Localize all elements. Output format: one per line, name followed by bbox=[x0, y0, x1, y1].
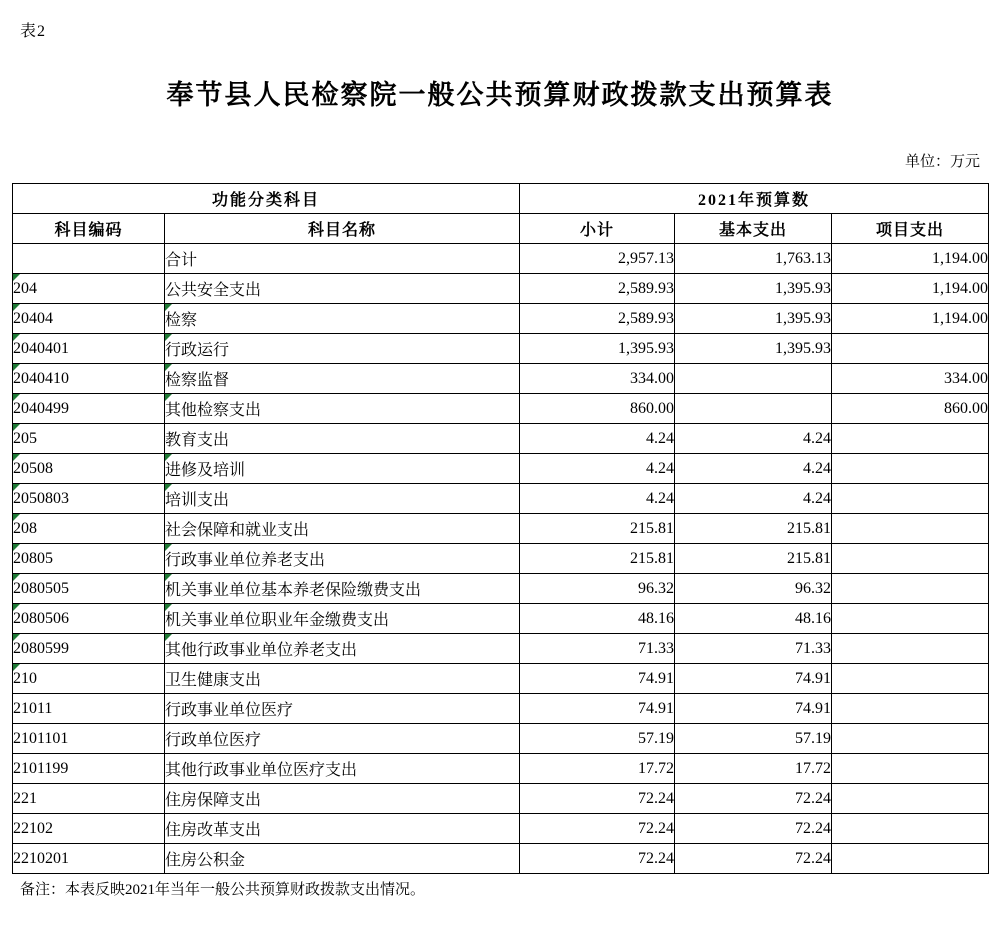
cell-name: 住房保障支出 bbox=[165, 784, 520, 814]
cell-subtotal: 4.24 bbox=[520, 484, 675, 514]
table-row bbox=[13, 664, 989, 694]
table-row bbox=[13, 784, 989, 814]
cell-project: 334.00 bbox=[832, 364, 989, 394]
cell-code: 22102 bbox=[13, 814, 165, 844]
cell-subtotal: 215.81 bbox=[520, 514, 675, 544]
cell-basic: 57.19 bbox=[675, 724, 832, 754]
cell-name: 检察 bbox=[165, 304, 520, 334]
table-row bbox=[13, 844, 989, 874]
cell-subtotal: 17.72 bbox=[520, 754, 675, 784]
cell-name: 社会保障和就业支出 bbox=[165, 514, 520, 544]
cell-code: 20508 bbox=[13, 454, 165, 484]
cell-subtotal: 2,589.93 bbox=[520, 304, 675, 334]
cell-basic: 4.24 bbox=[675, 424, 832, 454]
table-row bbox=[13, 634, 989, 664]
cell-name: 行政单位医疗 bbox=[165, 724, 520, 754]
cell-name: 机关事业单位基本养老保险缴费支出 bbox=[165, 574, 520, 604]
cell-name: 其他行政事业单位养老支出 bbox=[165, 634, 520, 664]
cell-basic: 72.24 bbox=[675, 844, 832, 874]
table-row bbox=[13, 454, 989, 484]
cell-name: 其他检察支出 bbox=[165, 394, 520, 424]
cell-project bbox=[832, 844, 989, 874]
table-row bbox=[13, 694, 989, 724]
cell-code: 205 bbox=[13, 424, 165, 454]
cell-subtotal: 2,589.93 bbox=[520, 274, 675, 304]
cell-name: 其他行政事业单位医疗支出 bbox=[165, 754, 520, 784]
cell-name: 行政事业单位养老支出 bbox=[165, 544, 520, 574]
table-row bbox=[13, 514, 989, 544]
cell-subtotal: 72.24 bbox=[520, 814, 675, 844]
cell-basic: 96.32 bbox=[675, 574, 832, 604]
table-row bbox=[13, 364, 989, 394]
table-row bbox=[13, 244, 989, 274]
cell-subtotal: 215.81 bbox=[520, 544, 675, 574]
cell-subtotal: 860.00 bbox=[520, 394, 675, 424]
table-row bbox=[13, 814, 989, 844]
cell-code: 2040401 bbox=[13, 334, 165, 364]
cell-name: 卫生健康支出 bbox=[165, 664, 520, 694]
cell-name: 合计 bbox=[165, 244, 520, 274]
table-row bbox=[13, 544, 989, 574]
header-col-name: 科目名称 bbox=[165, 214, 520, 244]
cell-code: 204 bbox=[13, 274, 165, 304]
cell-basic: 4.24 bbox=[675, 454, 832, 484]
cell-name: 培训支出 bbox=[165, 484, 520, 514]
cell-basic: 48.16 bbox=[675, 604, 832, 634]
table-row bbox=[13, 394, 989, 424]
cell-basic: 72.24 bbox=[675, 814, 832, 844]
cell-subtotal: 48.16 bbox=[520, 604, 675, 634]
cell-name: 公共安全支出 bbox=[165, 274, 520, 304]
cell-code: 2101101 bbox=[13, 724, 165, 754]
cell-basic: 74.91 bbox=[675, 664, 832, 694]
header-col-code: 科目编码 bbox=[13, 214, 165, 244]
header-col-project: 项目支出 bbox=[832, 214, 989, 244]
cell-name: 住房公积金 bbox=[165, 844, 520, 874]
cell-code: 2080599 bbox=[13, 634, 165, 664]
cell-subtotal: 72.24 bbox=[520, 784, 675, 814]
cell-project bbox=[832, 334, 989, 364]
cell-project: 1,194.00 bbox=[832, 244, 989, 274]
table-row bbox=[13, 334, 989, 364]
header-group-row bbox=[13, 184, 989, 214]
cell-code bbox=[13, 244, 165, 274]
cell-subtotal: 72.24 bbox=[520, 844, 675, 874]
table-row bbox=[13, 304, 989, 334]
cell-basic: 1,395.93 bbox=[675, 304, 832, 334]
cell-project bbox=[832, 454, 989, 484]
cell-code: 2040499 bbox=[13, 394, 165, 424]
cell-project bbox=[832, 814, 989, 844]
cell-basic bbox=[675, 394, 832, 424]
table-row bbox=[13, 754, 989, 784]
header-col-basic: 基本支出 bbox=[675, 214, 832, 244]
cell-code: 208 bbox=[13, 514, 165, 544]
cell-project bbox=[832, 724, 989, 754]
cell-basic: 215.81 bbox=[675, 544, 832, 574]
cell-name: 行政运行 bbox=[165, 334, 520, 364]
cell-basic: 4.24 bbox=[675, 484, 832, 514]
cell-subtotal: 74.91 bbox=[520, 664, 675, 694]
cell-project bbox=[832, 634, 989, 664]
header-group-functional: 功能分类科目 bbox=[13, 184, 520, 214]
cell-name: 行政事业单位医疗 bbox=[165, 694, 520, 724]
cell-code: 221 bbox=[13, 784, 165, 814]
cell-subtotal: 71.33 bbox=[520, 634, 675, 664]
table-row bbox=[13, 274, 989, 304]
table-header bbox=[13, 184, 989, 244]
cell-basic: 74.91 bbox=[675, 694, 832, 724]
cell-project bbox=[832, 604, 989, 634]
cell-name: 检察监督 bbox=[165, 364, 520, 394]
table-row bbox=[13, 424, 989, 454]
cell-subtotal: 1,395.93 bbox=[520, 334, 675, 364]
cell-basic: 71.33 bbox=[675, 634, 832, 664]
cell-project bbox=[832, 484, 989, 514]
cell-subtotal: 2,957.13 bbox=[520, 244, 675, 274]
cell-subtotal: 4.24 bbox=[520, 424, 675, 454]
cell-code: 20404 bbox=[13, 304, 165, 334]
table-row bbox=[13, 484, 989, 514]
table-row bbox=[13, 574, 989, 604]
cell-project bbox=[832, 694, 989, 724]
cell-basic: 17.72 bbox=[675, 754, 832, 784]
table-label: 表2 bbox=[20, 23, 47, 40]
cell-name: 进修及培训 bbox=[165, 454, 520, 484]
table-body bbox=[13, 244, 989, 874]
cell-name: 机关事业单位职业年金缴费支出 bbox=[165, 604, 520, 634]
cell-basic: 215.81 bbox=[675, 514, 832, 544]
cell-subtotal: 74.91 bbox=[520, 694, 675, 724]
cell-name: 住房改革支出 bbox=[165, 814, 520, 844]
cell-code: 2210201 bbox=[13, 844, 165, 874]
cell-project bbox=[832, 424, 989, 454]
header-group-budget-year: 2021年预算数 bbox=[520, 184, 989, 214]
cell-code: 20805 bbox=[13, 544, 165, 574]
cell-basic: 1,395.93 bbox=[675, 274, 832, 304]
cell-code: 2080506 bbox=[13, 604, 165, 634]
cell-basic: 1,763.13 bbox=[675, 244, 832, 274]
cell-project bbox=[832, 574, 989, 604]
budget-table bbox=[12, 183, 989, 874]
page-title: 奉节县人民检察院一般公共预算财政拨款支出预算表 bbox=[166, 80, 834, 110]
cell-project bbox=[832, 754, 989, 784]
cell-subtotal: 96.32 bbox=[520, 574, 675, 604]
cell-project: 1,194.00 bbox=[832, 274, 989, 304]
cell-subtotal: 334.00 bbox=[520, 364, 675, 394]
table-row bbox=[13, 604, 989, 634]
cell-name: 教育支出 bbox=[165, 424, 520, 454]
cell-basic: 1,395.93 bbox=[675, 334, 832, 364]
cell-code: 210 bbox=[13, 664, 165, 694]
cell-code: 2040410 bbox=[13, 364, 165, 394]
footnote: 备注：本表反映2021年当年一般公共预算财政拨款支出情况。 bbox=[20, 882, 426, 898]
cell-code: 2080505 bbox=[13, 574, 165, 604]
cell-project bbox=[832, 664, 989, 694]
cell-code: 21011 bbox=[13, 694, 165, 724]
header-sub-row bbox=[13, 214, 989, 244]
cell-code: 2101199 bbox=[13, 754, 165, 784]
unit-note: 单位：万元 bbox=[904, 154, 980, 170]
cell-project bbox=[832, 514, 989, 544]
table-row bbox=[13, 724, 989, 754]
cell-project: 1,194.00 bbox=[832, 304, 989, 334]
cell-subtotal: 4.24 bbox=[520, 454, 675, 484]
cell-project: 860.00 bbox=[832, 394, 989, 424]
cell-basic: 72.24 bbox=[675, 784, 832, 814]
cell-subtotal: 57.19 bbox=[520, 724, 675, 754]
cell-project bbox=[832, 784, 989, 814]
header-col-subtotal: 小计 bbox=[520, 214, 675, 244]
cell-project bbox=[832, 544, 989, 574]
cell-code: 2050803 bbox=[13, 484, 165, 514]
cell-basic bbox=[675, 364, 832, 394]
